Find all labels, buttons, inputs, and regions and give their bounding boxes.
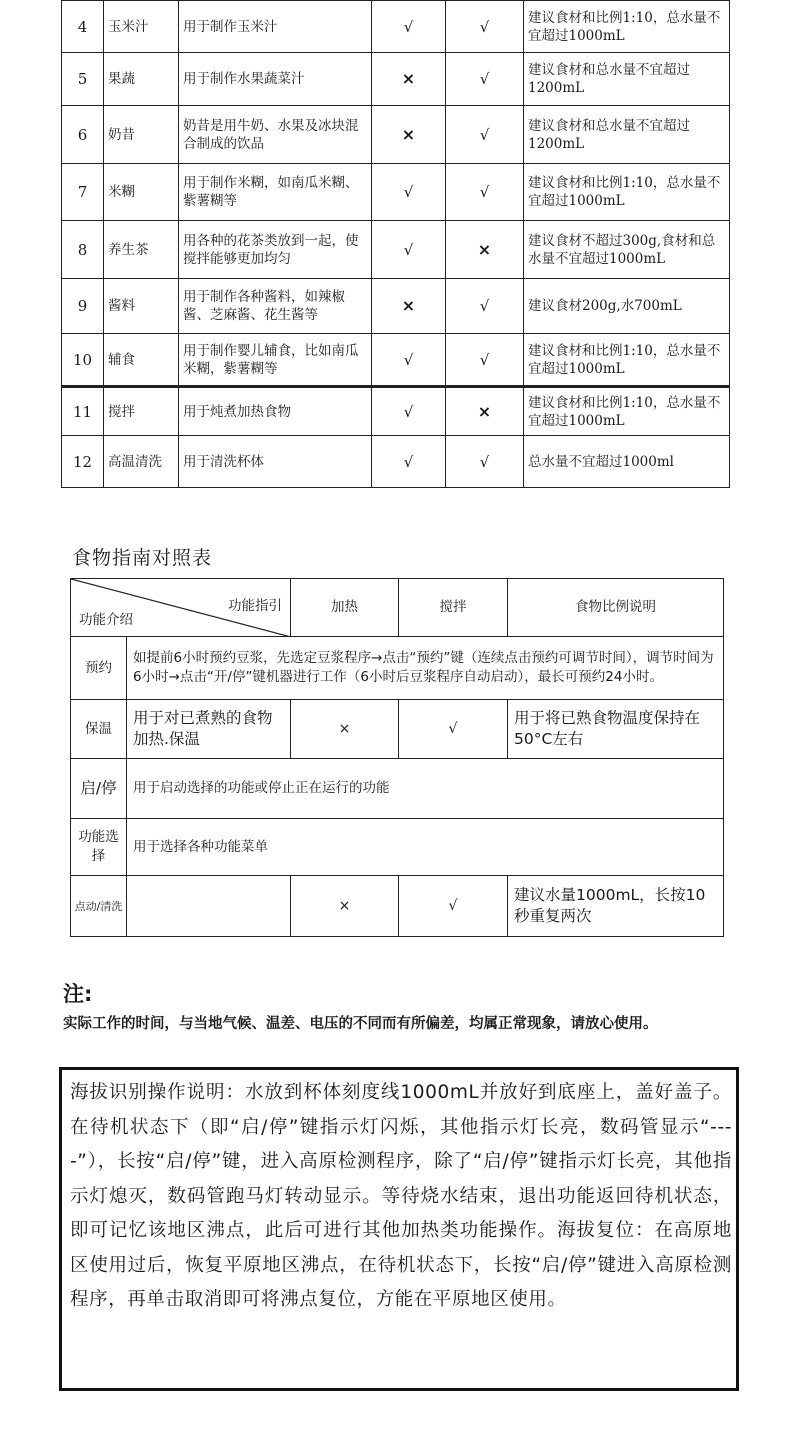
function-table: [61, 0, 730, 488]
function-name: 养生茶: [104, 221, 179, 279]
function-name: 酱料: [104, 279, 179, 334]
stir-mark: √: [446, 164, 524, 221]
diagonal-header-cell: [71, 579, 291, 637]
function-name: 米糊: [104, 164, 179, 221]
function-description: 用于清洗杯体: [179, 436, 372, 488]
heat-mark: ×: [372, 53, 446, 106]
header-ratio: 食物比例说明: [508, 579, 724, 637]
header-stir: 搅拌: [399, 579, 508, 637]
altitude-instructions-box: [59, 1067, 739, 1391]
header-function-intro: 功能介绍: [79, 612, 133, 628]
row-label: 保温: [71, 700, 127, 759]
guide-header-row: [71, 579, 724, 637]
row-number: 10: [62, 334, 104, 387]
function-row: [62, 279, 730, 334]
stir-mark: √: [399, 876, 508, 937]
usage-note: 建议食材200g,水700mL: [524, 279, 730, 334]
row-number: 9: [62, 279, 104, 334]
function-description: 用于制作水果蔬菜汁: [179, 53, 372, 106]
function-description: 用于炖煮加热食物: [179, 387, 372, 436]
function-name: 果蔬: [104, 53, 179, 106]
row-label: 启/停: [71, 759, 127, 819]
usage-note: 建议食材和比例1:10，总水量不宜超过1000mL: [524, 1, 730, 53]
stir-mark: √: [399, 700, 508, 759]
function-description: 用于制作婴儿辅食，比如南瓜米糊，紫薯糊等: [179, 334, 372, 387]
note-text: 实际工作的时间，与当地气候、温差、电压的不同而有所偏差，均属正常现象，请放心使用。: [63, 1016, 658, 1032]
usage-note: 建议食材和比例1:10，总水量不宜超过1000mL: [524, 387, 730, 436]
function-name: 玉米汁: [104, 1, 179, 53]
row-label: 预约: [71, 637, 127, 700]
stir-mark: √: [446, 334, 524, 387]
heat-mark: ×: [291, 700, 399, 759]
guide-title: 食物指南对照表: [72, 547, 213, 569]
heat-mark: √: [372, 1, 446, 53]
header-function-guide: 功能指引: [228, 598, 282, 614]
function-name: 奶昔: [104, 106, 179, 164]
stir-mark: ×: [446, 387, 524, 436]
row-number: 12: [62, 436, 104, 488]
row-description: 用于启动选择的功能或停止正在运行的功能: [127, 759, 724, 819]
function-row: [62, 106, 730, 164]
function-description: 用于制作米糊，如南瓜米糊、紫薯糊等: [179, 164, 372, 221]
function-description: 奶昔是用牛奶、水果及冰块混合制成的饮品: [179, 106, 372, 164]
row-description: 用于对已煮熟的食物加热.保温: [127, 700, 291, 759]
function-name: 搅拌: [104, 387, 179, 436]
guide-row-reserve: [71, 637, 724, 700]
usage-note: 建议食材和总水量不宜超过1200mL: [524, 53, 730, 106]
stir-mark: √: [446, 53, 524, 106]
heat-mark: ×: [372, 106, 446, 164]
usage-note: 建议食材和总水量不宜超过1200mL: [524, 106, 730, 164]
function-name: 辅食: [104, 334, 179, 387]
usage-note: 建议食材和比例1:10，总水量不宜超过1000mL: [524, 164, 730, 221]
stir-mark: √: [446, 436, 524, 488]
row-label: 点动/清洗: [71, 876, 127, 937]
row-number: 4: [62, 1, 104, 53]
stir-mark: √: [446, 279, 524, 334]
row-description: 如提前6小时预约豆浆，先选定豆浆程序→点击“预约”键（连续点击预约可调节时间），调节时间为6小时→点击“开/停”键机器进行工作（6小时后豆浆程序自动启动），最长可预约24小时。: [127, 637, 724, 700]
function-row: [62, 436, 730, 488]
ratio-note: 建议水量1000mL，长按10秒重复两次: [508, 876, 724, 937]
header-heat: 加热: [291, 579, 399, 637]
row-label: 功能选择: [71, 819, 127, 876]
function-row: [62, 334, 730, 387]
food-guide-table: [70, 578, 724, 937]
function-description: 用于制作玉米汁: [179, 1, 372, 53]
row-description: 用于选择各种功能菜单: [127, 819, 724, 876]
function-row: [62, 164, 730, 221]
note-label: 注:: [63, 982, 93, 1006]
function-description: 用各种的花茶类放到一起，使搅拌能够更加均匀: [179, 221, 372, 279]
heat-mark: √: [372, 436, 446, 488]
function-row: [62, 221, 730, 279]
heat-mark: √: [372, 164, 446, 221]
function-row: [62, 387, 730, 436]
heat-mark: √: [372, 221, 446, 279]
altitude-instructions-text: 海拔识别操作说明：水放到杯体刻度线1000mL并放好到底座上，盖好盖子。在待机状态下（即“启/停”键指示灯闪烁，其他指示灯长亮，数码管显示“----”），长按“启/停”键，进入高原检测程序，除了“启/停”键指示灯长亮，其他指示灯熄灭，数码管跑马灯转动显示。等待烧水结束，退出功能返回待机状态，即可记忆该地区沸点，此后可进行其他加热类功能操作。海拔复位：在高原地区使用过后，恢复平原地区沸点，在待机状态下，长按“启/停”键进入高原检测程序，再单击取消即可将沸点复位，方能在平原地区使用。: [70, 1082, 732, 1310]
guide-row-clean: [71, 876, 724, 937]
guide-row-funcselect: [71, 819, 724, 876]
row-description: [127, 876, 291, 937]
heat-mark: √: [372, 334, 446, 387]
row-number: 11: [62, 387, 104, 436]
row-number: 6: [62, 106, 104, 164]
function-name: 高温清洗: [104, 436, 179, 488]
usage-note: 总水量不宜超过1000ml: [524, 436, 730, 488]
stir-mark: √: [446, 1, 524, 53]
stir-mark: ×: [446, 221, 524, 279]
ratio-note: 用于将已熟食物温度保持在50°C左右: [508, 700, 724, 759]
row-number: 5: [62, 53, 104, 106]
function-row: [62, 1, 730, 53]
function-row: [62, 53, 730, 106]
guide-row-startstop: [71, 759, 724, 819]
row-number: 8: [62, 221, 104, 279]
stir-mark: √: [446, 106, 524, 164]
heat-mark: √: [372, 387, 446, 436]
usage-note: 建议食材不超过300g,食材和总水量不宜超过1000mL: [524, 221, 730, 279]
function-description: 用于制作各种酱料，如辣椒酱、芝麻酱、花生酱等: [179, 279, 372, 334]
heat-mark: ×: [291, 876, 399, 937]
row-number: 7: [62, 164, 104, 221]
usage-note: 建议食材和比例1:10，总水量不宜超过1000mL: [524, 334, 730, 387]
heat-mark: ×: [372, 279, 446, 334]
guide-row-keepwarm: [71, 700, 724, 759]
